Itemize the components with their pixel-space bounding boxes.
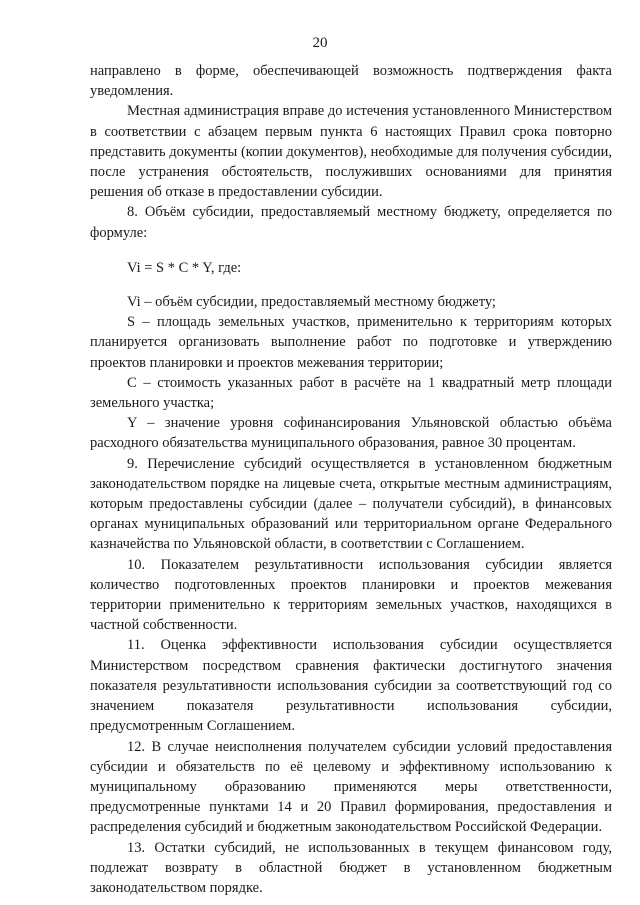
paragraph-item-9: 9. Перечисление субсидий осуществляется в установленном бюджетным законодательством порядке на лицевые счета, открытые местным администрациям, которым предоставлены субсидии (далее – получатели субсидий), в финансовых органах муниципальных образований или территориальном органе Федерального казначейства по Ульяновской области, в соответствии с Соглашением.	[90, 455, 612, 553]
definition-vi: Vi – объём субсидии, предоставляемый местному бюджету;	[127, 294, 496, 311]
document-body	[90, 61, 612, 898]
paragraph-item-12: 12. В случае неисполнения получателем субсидии условий предоставления субсидии и обязательств по её целевому и эффективному использованию к муниципальному образованию применяются меры ответственности, предусмотренные пунктами 14 и 20 Правил формирования, предоставления и распределения субсидий и бюджетным законодательством Российской Федерации.	[90, 738, 612, 836]
paragraph-item-10: 10. Показателем результативности использования субсидии является количество подготовленных проектов планировки и проектов межевания территории применительно к территориям земельных участков, находящихся в частной собственности.	[90, 556, 612, 634]
paragraph-continuation: направлено в форме, обеспечивающей возможность подтверждения факта уведомления.	[90, 63, 612, 100]
definition-y: Y – значение уровня софинансирования Ульяновской областью объёма расходного обязательства муниципального образования, равное 30 процентам.	[90, 415, 612, 452]
page-number: 20	[312, 35, 328, 51]
paragraph-item-11: 11. Оценка эффективности использования субсидии осуществляется Министерством посредством сравнения фактически достигнутого значения показателя результативности использования субсидии за соответствующий год со значением показателя результативности использования субсидии, предусмотренным Соглашением.	[90, 637, 612, 735]
paragraph-resubmission: Местная администрация вправе до истечения установленного Министерством в соответствии с абзацем первым пункта 6 настоящих Правил срока повторно представить документы (копии документов), необходимые для получения субсидии, после устранения обстоятельств, послуживших основаниями для принятия решения об отказе в предоставлении субсидии.	[90, 103, 612, 201]
paragraph-item-8: 8. Объём субсидии, предоставляемый местному бюджету, определяется по формуле:	[90, 204, 612, 241]
definition-s: S – площадь земельных участков, применительно к территориям которых планируется организовать выполнение работ по подготовке и утверждению проектов планировки и проектов межевания территории;	[90, 314, 612, 371]
paragraph-item-13: 13. Остатки субсидий, не использованных в текущем финансовом году, подлежат возврату в областной бюджет в установленном бюджетным законодательством порядке.	[90, 839, 612, 896]
formula: Vi = S * C * Y, где:	[127, 259, 242, 276]
definition-c: C – стоимость указанных работ в расчёте на 1 квадратный метр площади земельного участка;	[90, 374, 612, 412]
